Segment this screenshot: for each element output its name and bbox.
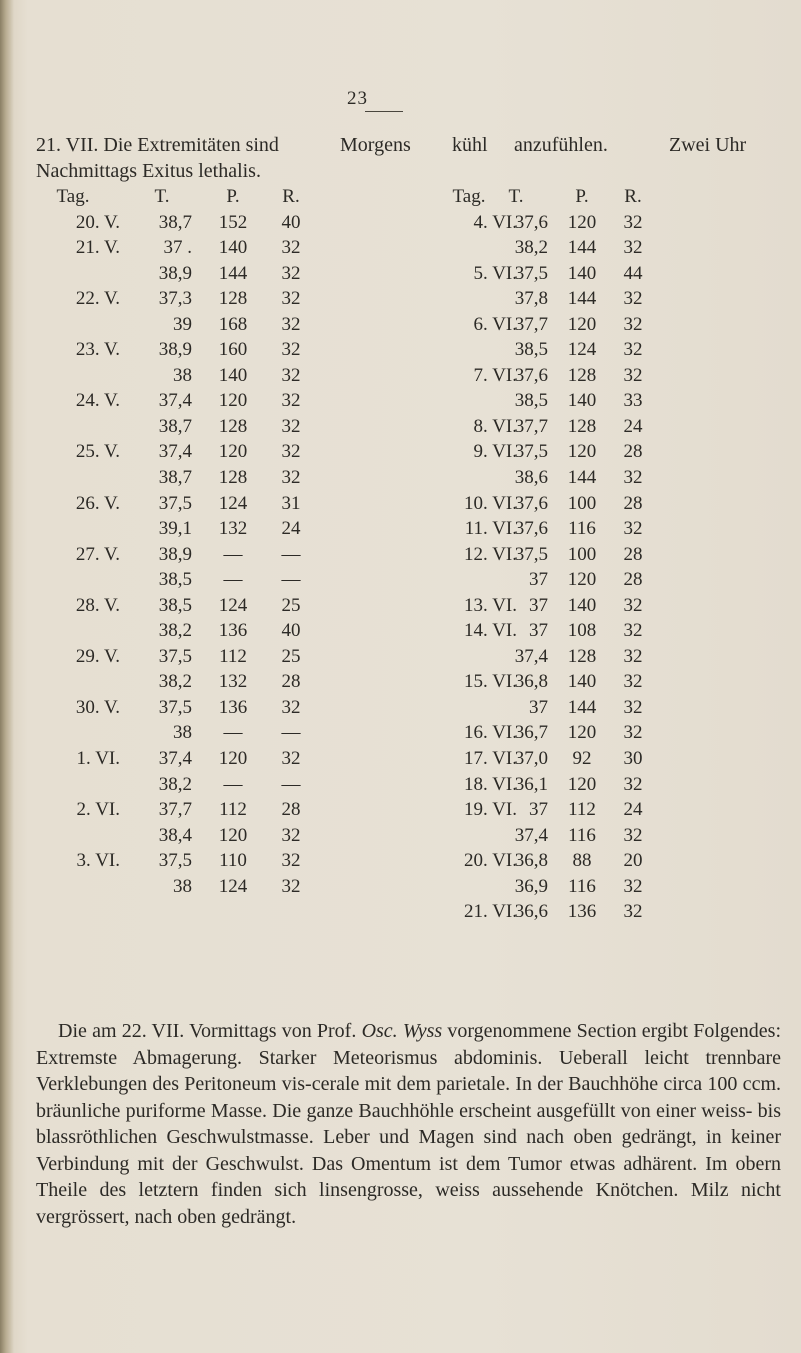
intro-line-1: [36, 132, 781, 158]
cell-tag: 26. V.: [75, 492, 120, 514]
cell-tag: 30. V.: [75, 696, 120, 718]
table-row: [400, 569, 801, 595]
cell-respiration: 32: [623, 594, 643, 616]
table-row: [400, 339, 801, 365]
cell-tag: 29. V.: [75, 645, 120, 667]
cell-respiration: 32: [623, 211, 643, 233]
cell-tag: 10. VI.: [464, 492, 517, 514]
cell-pulse: 132: [218, 671, 248, 693]
cell-tag: 19. VI.: [464, 799, 517, 821]
cell-temperature: 38: [173, 875, 192, 897]
vitals-table-right: [400, 186, 801, 927]
table-row: [0, 518, 400, 544]
table-row: [400, 263, 801, 289]
cell-respiration: 32: [281, 824, 301, 846]
autopsy-paragraph: [36, 1018, 781, 1230]
cell-temperature: 39: [173, 313, 192, 335]
table-row: [0, 799, 400, 825]
cell-respiration: 28: [281, 671, 301, 693]
table-body-right: [400, 212, 801, 927]
cell-tag: 24. V.: [75, 390, 120, 412]
cell-respiration: 32: [623, 671, 643, 693]
cell-respiration: 32: [281, 415, 301, 437]
cell-pulse: 140: [567, 262, 597, 284]
cell-respiration: 40: [281, 620, 301, 642]
cell-temperature: 37,4: [158, 390, 192, 412]
cell-temperature: 38,7: [158, 467, 192, 489]
cell-pulse: 128: [218, 288, 248, 310]
cell-pulse: 120: [567, 569, 597, 591]
cell-temperature: 37,7: [514, 415, 548, 437]
prose-italic-osc: Osc.: [361, 1020, 398, 1042]
cell-temperature: 36,1: [514, 773, 548, 795]
cell-pulse: 132: [218, 518, 248, 540]
cell-pulse: 108: [567, 620, 597, 642]
cell-respiration: 32: [281, 262, 301, 284]
cell-temperature: 38,2: [514, 237, 548, 259]
cell-temperature: 37,6: [514, 518, 548, 540]
cell-pulse: 140: [567, 594, 597, 616]
prose-part: vorgenommene Section ergibt Folgendes: Extremste Abmagerung. Starker Meteorismus abdominis. Ueberall leicht trennbare Verklebungen des Peritoneum vis-cerale mit dem parietale. In der Bauchhöhe circa 100 ccm. bräunliche puriforme Masse. Die ganze Bauchhöhle erscheint ausgefüllt von einer weiss- bis blassröthlichen Geschwulstmasse. Leber und Magen sind nach oben gedrängt, in keiner Verbindung mit der Geschwulst. Das Omentum ist dem Tumor etwas adhärent. Im obern Theile des letztern finden sich linsengrosse, weiss aussehende Knötchen. Milz nicht vergrössert, nach oben gedrängt.: [36, 1020, 782, 1228]
cell-pulse: 152: [218, 211, 248, 233]
cell-pulse: 136: [218, 696, 248, 718]
header-tag: Tag.: [452, 186, 486, 207]
cell-respiration: 40: [281, 211, 301, 233]
table-row: [400, 493, 801, 519]
table-row: [400, 390, 801, 416]
table-row: [0, 595, 400, 621]
table-row: [0, 544, 400, 570]
table-row: [0, 697, 400, 723]
table-row: [0, 212, 400, 238]
cell-respiration: 25: [281, 594, 301, 616]
cell-respiration: 32: [281, 339, 301, 361]
cell-pulse: 120: [567, 441, 597, 463]
cell-pulse: 144: [218, 262, 248, 284]
cell-respiration: 32: [623, 313, 643, 335]
cell-temperature: 37: [529, 696, 548, 718]
cell-tag: 22. V.: [75, 288, 120, 310]
cell-tag: 13. VI.: [464, 594, 517, 616]
cell-respiration: 32: [623, 645, 643, 667]
cell-respiration: 32: [623, 773, 643, 795]
cell-respiration: 28: [281, 799, 301, 821]
cell-temperature: 37: [529, 594, 548, 616]
cell-respiration: 32: [623, 364, 643, 386]
cell-pulse: 112: [219, 799, 247, 821]
cell-temperature: 36,9: [514, 875, 548, 897]
cell-pulse: —: [223, 569, 243, 591]
header-respiration: R.: [282, 186, 300, 207]
cell-respiration: 32: [281, 875, 301, 897]
cell-tag: 14. VI.: [464, 620, 517, 642]
cell-tag: 21. V.: [75, 237, 120, 259]
cell-pulse: 120: [218, 441, 248, 463]
table-row: [400, 620, 801, 646]
cell-respiration: 32: [281, 364, 301, 386]
table-row: [400, 825, 801, 851]
table-row: [0, 748, 400, 774]
cell-respiration: 32: [281, 441, 301, 463]
cell-tag: 25. V.: [75, 441, 120, 463]
cell-temperature: 36,8: [514, 850, 548, 872]
cell-respiration: —: [281, 543, 301, 565]
cell-pulse: —: [223, 722, 243, 744]
header-pulse: P.: [226, 186, 240, 207]
cell-pulse: 112: [219, 645, 247, 667]
table-row: [0, 774, 400, 800]
cell-tag: 16. VI.: [464, 722, 517, 744]
cell-pulse: 144: [567, 467, 597, 489]
table-row: [0, 339, 400, 365]
table-body-left: [0, 212, 400, 902]
cell-pulse: 88: [572, 850, 592, 872]
cell-pulse: 128: [567, 415, 597, 437]
cell-tag: 1. VI.: [76, 748, 120, 770]
cell-temperature: 38,5: [514, 339, 548, 361]
table-row: [0, 646, 400, 672]
table-row: [0, 365, 400, 391]
table-row: [0, 237, 400, 263]
cell-tag: 2. VI.: [76, 799, 120, 821]
cell-pulse: 144: [567, 237, 597, 259]
cell-pulse: 124: [218, 492, 248, 514]
cell-respiration: 20: [623, 850, 643, 872]
header-pulse: P.: [575, 186, 589, 207]
table-row: [400, 850, 801, 876]
cell-pulse: —: [223, 773, 243, 795]
cell-temperature: 38,9: [158, 543, 192, 565]
cell-temperature: 37,4: [514, 645, 548, 667]
cell-temperature: 37,6: [514, 364, 548, 386]
cell-temperature: 38,7: [158, 415, 192, 437]
cell-temperature: 37,6: [514, 492, 548, 514]
cell-respiration: 32: [623, 237, 643, 259]
cell-temperature: 39,1: [158, 518, 192, 540]
table-row: [0, 493, 400, 519]
cell-respiration: 32: [623, 339, 643, 361]
cell-pulse: 120: [567, 773, 597, 795]
cell-pulse: 140: [218, 364, 248, 386]
cell-temperature: 37 .: [163, 237, 192, 259]
table-row: [0, 314, 400, 340]
cell-respiration: 32: [281, 313, 301, 335]
table-row: [400, 467, 801, 493]
table-row: [400, 671, 801, 697]
table-row: [0, 850, 400, 876]
cell-tag: 18. VI.: [464, 773, 517, 795]
cell-temperature: 38,5: [158, 594, 192, 616]
cell-pulse: 110: [219, 850, 247, 872]
cell-tag: 15. VI.: [464, 671, 517, 693]
header-respiration: R.: [624, 186, 642, 207]
cell-respiration: 32: [281, 390, 301, 412]
cell-respiration: 44: [623, 262, 643, 284]
prose-part: Die am 22. VII. Vormittags von Prof.: [58, 1020, 357, 1042]
cell-respiration: 32: [623, 722, 643, 744]
table-row: [400, 722, 801, 748]
table-row: [0, 620, 400, 646]
cell-respiration: —: [281, 773, 301, 795]
prose-italic-wyss: Wyss: [402, 1020, 443, 1042]
cell-pulse: 144: [567, 696, 597, 718]
cell-respiration: 28: [623, 441, 643, 463]
cell-respiration: 32: [281, 237, 301, 259]
cell-pulse: 128: [218, 467, 248, 489]
cell-temperature: 38,2: [158, 773, 192, 795]
table-row: [400, 518, 801, 544]
cell-temperature: 37,3: [158, 288, 192, 310]
cell-tag: 28. V.: [75, 594, 120, 616]
cell-temperature: 37,5: [514, 262, 548, 284]
table-row: [0, 671, 400, 697]
cell-respiration: 28: [623, 569, 643, 591]
cell-tag: 8. VI.: [473, 415, 517, 437]
cell-pulse: 124: [567, 339, 597, 361]
autopsy-text: [36, 1018, 781, 1230]
cell-respiration: 25: [281, 645, 301, 667]
table-row: [400, 748, 801, 774]
table-row: [0, 825, 400, 851]
cell-respiration: 32: [623, 824, 643, 846]
cell-temperature: 37: [529, 799, 548, 821]
cell-respiration: 32: [281, 696, 301, 718]
cell-pulse: 124: [218, 875, 248, 897]
cell-tag: 7. VI.: [473, 364, 517, 386]
vitals-table-left: [0, 186, 400, 901]
cell-respiration: 24: [281, 518, 301, 540]
cell-temperature: 37: [529, 569, 548, 591]
cell-pulse: 160: [218, 339, 248, 361]
table-row: [0, 876, 400, 902]
intro-phrase: Zwei Uhr: [669, 134, 747, 156]
table-row: [0, 288, 400, 314]
cell-temperature: 38,5: [158, 569, 192, 591]
cell-pulse: 168: [218, 313, 248, 335]
cell-temperature: 37,7: [514, 313, 548, 335]
cell-temperature: 37,5: [158, 850, 192, 872]
cell-respiration: 32: [623, 467, 643, 489]
cell-temperature: 37,4: [158, 748, 192, 770]
cell-temperature: 37,8: [514, 288, 548, 310]
table-row: [400, 441, 801, 467]
cell-respiration: 31: [281, 492, 301, 514]
table-row: [0, 569, 400, 595]
cell-tag: 27. V.: [75, 543, 120, 565]
table-row: [400, 799, 801, 825]
cell-temperature: 37: [529, 620, 548, 642]
cell-temperature: 38,6: [514, 467, 548, 489]
intro-phrase: anzufühlen.: [514, 134, 608, 156]
cell-respiration: 30: [623, 748, 643, 770]
cell-tag: 17. VI.: [464, 748, 517, 770]
cell-temperature: 37,0: [514, 748, 548, 770]
cell-pulse: 128: [567, 364, 597, 386]
cell-tag: 20. V.: [75, 211, 120, 233]
table-row: [0, 722, 400, 748]
cell-pulse: 120: [218, 390, 248, 412]
cell-pulse: 124: [218, 594, 248, 616]
cell-pulse: 116: [568, 824, 596, 846]
cell-pulse: 128: [218, 415, 248, 437]
cell-tag: 5. VI.: [473, 262, 517, 284]
cell-pulse: 116: [568, 875, 596, 897]
cell-tag: 12. VI.: [464, 543, 517, 565]
cell-pulse: 120: [567, 313, 597, 335]
table-row: [400, 544, 801, 570]
cell-temperature: 38: [173, 364, 192, 386]
table-row: [400, 288, 801, 314]
cell-pulse: 112: [568, 799, 596, 821]
cell-pulse: 136: [567, 901, 597, 923]
cell-temperature: 38,9: [158, 339, 192, 361]
cell-pulse: 100: [567, 492, 597, 514]
table-row: [400, 595, 801, 621]
cell-tag: 11. VI.: [464, 518, 517, 540]
cell-respiration: 32: [623, 288, 643, 310]
cell-pulse: 120: [567, 722, 597, 744]
cell-respiration: 32: [623, 620, 643, 642]
cell-temperature: 38,7: [158, 211, 192, 233]
cell-pulse: 116: [568, 518, 596, 540]
cell-temperature: 36,7: [514, 722, 548, 744]
cell-respiration: 32: [623, 696, 643, 718]
cell-temperature: 38,2: [158, 620, 192, 642]
table-row: [0, 441, 400, 467]
cell-respiration: 24: [623, 799, 643, 821]
cell-tag: 6. VI.: [473, 313, 517, 335]
cell-respiration: 32: [623, 901, 643, 923]
cell-respiration: 24: [623, 415, 643, 437]
cell-respiration: —: [281, 722, 301, 744]
cell-temperature: 38,2: [158, 671, 192, 693]
intro-phrase: 21. VII. Die Extremitäten sind: [36, 134, 279, 156]
cell-pulse: 92: [572, 748, 592, 770]
intro-line-2: Nachmittags Exitus lethalis.: [36, 160, 261, 182]
table-row: [400, 416, 801, 442]
cell-temperature: 37,6: [514, 211, 548, 233]
page-number: 23: [347, 88, 368, 109]
cell-pulse: 128: [567, 645, 597, 667]
cell-pulse: 140: [567, 671, 597, 693]
cell-pulse: 120: [218, 748, 248, 770]
cell-temperature: 36,6: [514, 901, 548, 923]
table-row: [400, 365, 801, 391]
cell-temperature: 37,4: [158, 441, 192, 463]
cell-respiration: 28: [623, 492, 643, 514]
table-row: [400, 876, 801, 902]
table-row: [400, 774, 801, 800]
cell-pulse: 100: [567, 543, 597, 565]
cell-temperature: 38,5: [514, 390, 548, 412]
cell-respiration: 33: [623, 390, 643, 412]
intro-phrase: kühl: [452, 134, 488, 156]
header-temperature: T.: [508, 186, 524, 207]
cell-tag: 21. VI.: [464, 901, 517, 923]
table-row: [400, 314, 801, 340]
table-row: [400, 901, 801, 927]
cell-pulse: 140: [567, 390, 597, 412]
table-row: [0, 263, 400, 289]
cell-respiration: —: [281, 569, 301, 591]
table-row: [400, 212, 801, 238]
table-row: [0, 390, 400, 416]
cell-temperature: 38,9: [158, 262, 192, 284]
cell-respiration: 28: [623, 543, 643, 565]
cell-temperature: 37,5: [158, 696, 192, 718]
cell-temperature: 37,5: [514, 543, 548, 565]
table-row: [400, 237, 801, 263]
header-tag: Tag.: [56, 186, 90, 207]
cell-tag: 20. VI.: [464, 850, 517, 872]
cell-tag: 9. VI.: [473, 441, 517, 463]
cell-temperature: 37,5: [158, 492, 192, 514]
cell-temperature: 37,5: [514, 441, 548, 463]
table-row: [0, 416, 400, 442]
cell-pulse: 140: [218, 237, 248, 259]
cell-pulse: 136: [218, 620, 248, 642]
cell-temperature: 37,4: [514, 824, 548, 846]
table-header-row: [400, 186, 801, 212]
cell-tag: 23. V.: [75, 339, 120, 361]
cell-temperature: 37,7: [158, 799, 192, 821]
cell-respiration: 32: [623, 875, 643, 897]
table-row: [0, 467, 400, 493]
cell-temperature: 38: [173, 722, 192, 744]
cell-respiration: 32: [623, 518, 643, 540]
cell-tag: 4. VI.: [473, 211, 517, 233]
table-row: [400, 697, 801, 723]
cell-pulse: —: [223, 543, 243, 565]
table-row: [400, 646, 801, 672]
cell-respiration: 32: [281, 288, 301, 310]
cell-pulse: 144: [567, 288, 597, 310]
cell-temperature: 36,8: [514, 671, 548, 693]
cell-respiration: 32: [281, 748, 301, 770]
cell-pulse: 120: [567, 211, 597, 233]
cell-pulse: 120: [218, 824, 248, 846]
cell-respiration: 32: [281, 850, 301, 872]
cell-temperature: 37,5: [158, 645, 192, 667]
cell-temperature: 38,4: [158, 824, 192, 846]
cell-tag: 3. VI.: [76, 850, 120, 872]
header-temperature: T.: [154, 186, 170, 207]
cell-respiration: 32: [281, 467, 301, 489]
intro-phrase: Morgens: [340, 134, 411, 156]
intro-paragraph: [36, 132, 781, 184]
table-header-row: [0, 186, 400, 212]
